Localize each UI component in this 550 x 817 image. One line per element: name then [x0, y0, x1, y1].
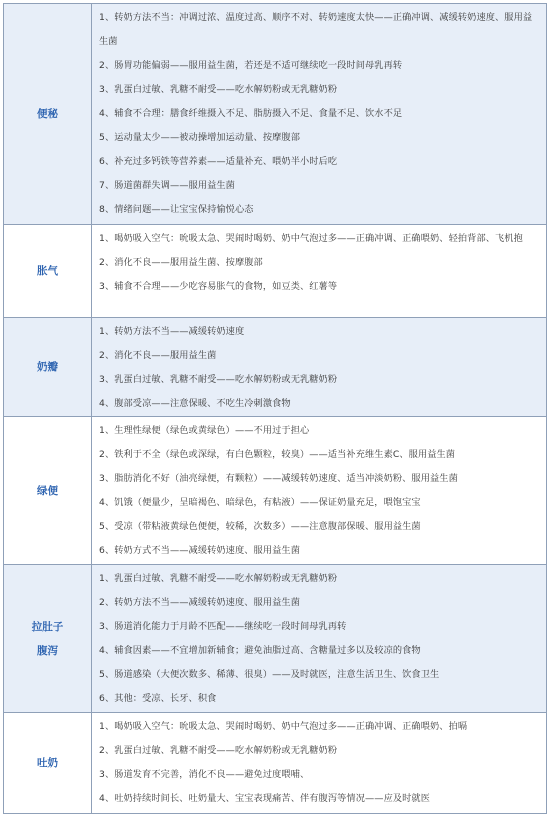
list-item: 6、补充过多钙铁等营养素——适量补充、喂奶半小时后吃 [99, 156, 338, 167]
list-item: 3、肠道发育不完善，消化不良——避免过度喂哺、 [99, 769, 310, 780]
section-items [92, 318, 546, 416]
symptom-table [3, 3, 547, 814]
section-label-text: 便秘 [37, 108, 58, 120]
section-items [92, 4, 546, 224]
list-item: 3、肠道消化能力于月龄不匹配——继续吃一段时间母乳再转 [99, 621, 347, 632]
list-item: 1、喝奶吸入空气：吮吸太急、哭闹时喝奶、奶中气泡过多——正确冲调、正确喂奶、拍嗝 [99, 721, 468, 732]
section-label-text: 胀气 [37, 265, 58, 277]
list-item: 2、铁利于不全（绿色或深绿，有白色颗粒，较臭）——适当补充维生素C、服用益生菌 [99, 449, 456, 460]
list-item: 1、生理性绿便（绿色或黄绿色）——不用过于担心 [99, 425, 310, 436]
list-item: 4、腹部受凉——注意保暖、不吃生冷刺激食物 [99, 398, 291, 409]
section-label [4, 318, 92, 416]
section-label [4, 4, 92, 224]
section-label-text: 吐奶 [37, 757, 58, 769]
section-label-text-2: 腹泻 [37, 644, 58, 657]
list-item: 1、转奶方法不当——减缓转奶速度 [99, 326, 245, 337]
list-item: 3、辅食不合理——少吃容易胀气的食物，如豆类、红薯等 [99, 281, 338, 292]
list-item: 8、情绪问题——让宝宝保持愉悦心态 [99, 204, 254, 215]
list-item: 3、乳蛋白过敏、乳糖不耐受——吃水解奶粉或无乳糖奶粉 [99, 84, 338, 95]
list-item: 2、消化不良——服用益生菌、按摩腹部 [99, 257, 263, 268]
section-diarrhea [4, 565, 546, 713]
section-label-text: 奶瓣 [37, 361, 58, 373]
section-label-text: 绿便 [37, 484, 58, 497]
list-item: 2、肠胃功能偏弱——服用益生菌，若还是不适可继续吃一段时间母乳再转 [99, 60, 403, 71]
list-item: 1、乳蛋白过敏、乳糖不耐受——吃水解奶粉或无乳糖奶粉 [99, 573, 338, 584]
list-item: 5、肠道感染（大便次数多、稀薄、很臭）——及时就医，注意生活卫生、饮食卫生 [99, 669, 440, 680]
list-item: 3、乳蛋白过敏、乳糖不耐受——吃水解奶粉或无乳糖奶粉 [99, 374, 338, 385]
list-item: 1、喝奶吸入空气：吮吸太急、哭闹时喝奶、奶中气泡过多——正确冲调、正确喂奶、轻拍背部、飞机抱 [99, 233, 523, 244]
section-bloating [4, 225, 546, 318]
section-items [92, 565, 546, 712]
section-milk-curds [4, 318, 546, 417]
section-items [92, 225, 546, 317]
section-spit-up [4, 713, 546, 813]
section-items [92, 417, 546, 564]
list-item: 6、转奶方式不当——减缓转奶速度、服用益生菌 [99, 545, 300, 556]
list-item: 4、辅食因素——不宜增加新辅食；避免油脂过高、含糖量过多以及较凉的食物 [99, 645, 421, 656]
section-constipation [4, 4, 546, 225]
section-label [4, 417, 92, 564]
list-item: 1、转奶方法不当：冲调过浓、温度过高、顺序不对、转奶速度太快——正确冲调、减缓转奶速度、服用益生菌 [99, 12, 533, 47]
list-item: 5、受凉（带粘液黄绿色便便，较稀，次数多）——注意腹部保暖、服用益生菌 [99, 521, 421, 532]
list-item: 5、运动量太少——被动操增加运动量、按摩腹部 [99, 132, 300, 143]
list-item: 2、乳蛋白过敏、乳糖不耐受——吃水解奶粉或无乳糖奶粉 [99, 745, 338, 756]
section-label [4, 565, 92, 712]
section-label-text: 拉肚子 [31, 620, 64, 633]
list-item: 6、其他：受凉、长牙、积食 [99, 693, 217, 704]
list-item: 3、脂肪消化不好（油亮绿便，有颗粒）——减缓转奶速度、适当冲淡奶粉、服用益生菌 [99, 473, 458, 484]
section-label [4, 225, 92, 317]
list-item: 4、辅食不合理：膳食纤维摄入不足、脂肪摄入不足、食量不足、饮水不足 [99, 108, 403, 119]
section-green-stool [4, 417, 546, 565]
list-item: 2、消化不良——服用益生菌 [99, 350, 217, 361]
list-item: 7、肠道菌群失调——服用益生菌 [99, 180, 235, 191]
list-item: 4、吐奶持续时间长、吐奶量大、宝宝表现痛苦、伴有腹泻等情况——应及时就医 [99, 793, 431, 804]
list-item: 4、饥饿（便量少，呈暗褐色、暗绿色，有粘液）——保证奶量充足，喂饱宝宝 [99, 497, 421, 508]
section-items [92, 713, 546, 813]
section-label [4, 713, 92, 813]
list-item: 2、转奶方法不当——减缓转奶速度、服用益生菌 [99, 597, 300, 608]
